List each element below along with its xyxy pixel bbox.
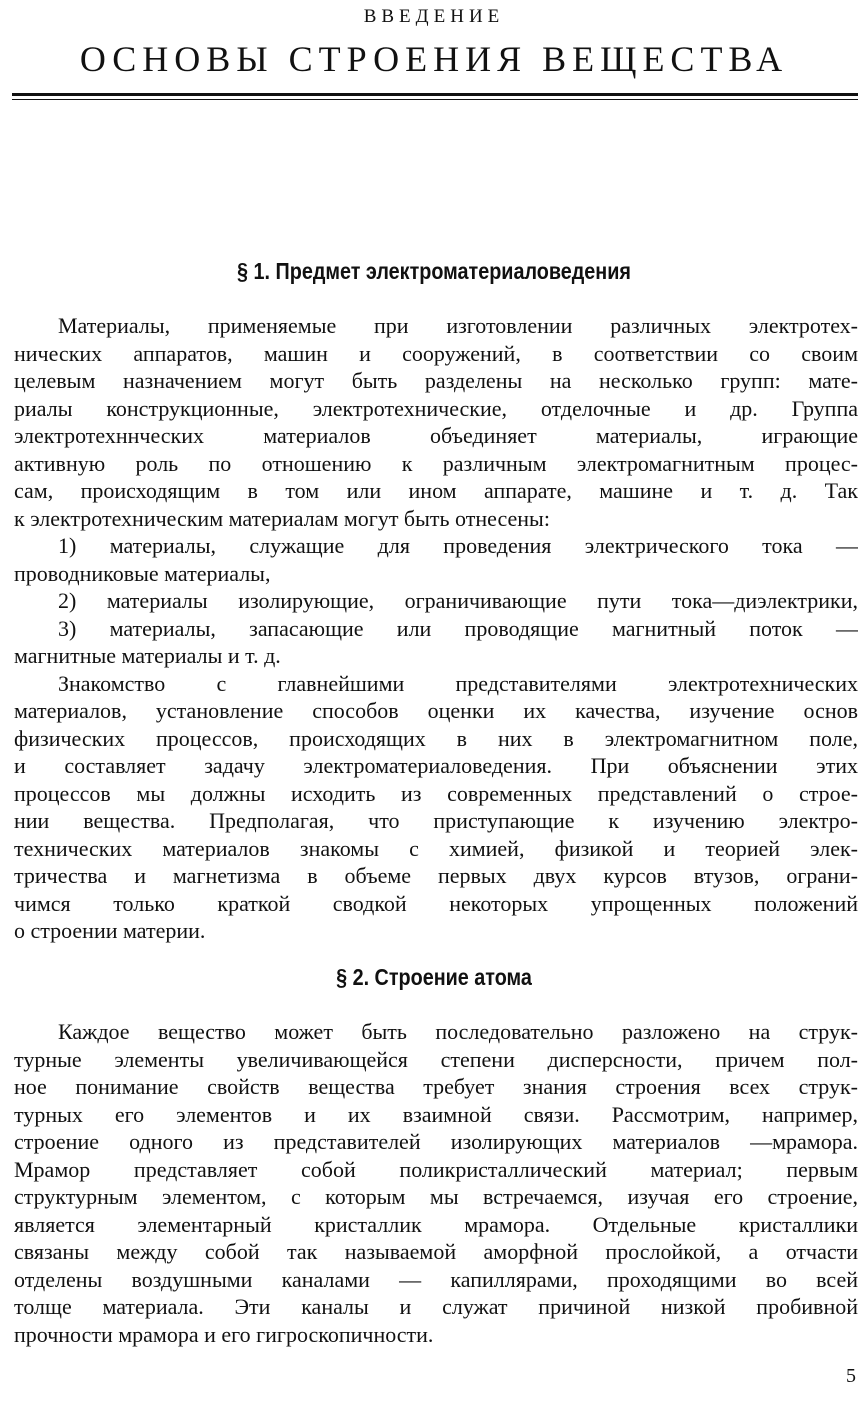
text-line: чимся только краткой сводкой некоторых упрощенных положений [14,890,858,916]
text-line: проводниковые материалы, [14,560,271,586]
text-line: Материалы, применяемые при изготовлении различных электротех- [58,313,858,338]
text-line: целевым назначением могут быть разделены на несколько групп: мате- [14,368,858,393]
header-rule-thick [12,93,858,96]
text-line: прочности мрамора и его гигроскопичности. [14,1321,434,1347]
text-line: процессов мы должны исходить из современных представлений о строе- [14,780,858,806]
text-line: магнитные материалы и т. д. [14,643,281,668]
text-line: турные элементы увеличивающейся степени дисперсности, причем пол- [14,1046,858,1072]
section-2-heading: § 2. Строение атома [336,964,532,990]
text-line: Мрамор представляет собой поликристаллический материал; первым [14,1156,858,1182]
text-line: ное понимание свойств вещества требует знания строения всех струк- [14,1074,858,1099]
text-line: и составляет задачу электроматериаловедения. При объяснении этих [14,753,858,778]
text-line: является элементарный кристаллик мрамора. Отдельные кристаллики [14,1211,858,1237]
text-line: технических материалов знакомы с химией, физикой и теорией элек- [14,835,858,861]
text-line: нии вещества. Предполагая, что приступающие к изучению электро- [14,808,858,833]
text-line: материалов, установление способов оценки их качества, изучение основ [14,698,858,723]
text-line: турных его элементов и их взаимной связи. Рассмотрим, например, [14,1101,858,1127]
section-2-body [14,1018,858,1348]
page-number: 5 [846,1365,856,1387]
text-line: Каждое вещество может быть последовательно разложено на струк- [58,1019,858,1044]
section-1-body [14,312,858,945]
text-line: связаны между собой так называемой аморфной прослойкой, а отчасти [14,1239,858,1264]
list-item-3: 3) материалы, запасающие или проводящие магнитный поток — [58,615,858,641]
chapter-title: ОСНОВЫ СТРОЕНИЯ ВЕЩЕСТВА [79,39,789,79]
text-line: отделены воздушными каналами — капиллярами, проходящими во всей [14,1266,858,1292]
text-line: риалы конструкционные, электротехнические, отделочные и др. Группа [14,395,858,421]
text-line: Знакомство с главнейшими представителями электротехнических [58,670,858,696]
text-line: сам, происходящим в том или ином аппарате, машине и т. д. Так [14,478,858,503]
text-line: строение одного из представителей изолирующих материалов —мрамора. [14,1129,858,1154]
text-line: к электротехническим материалам могут быть отнесены: [14,505,550,531]
text-line: активную роль по отношению к различным электромагнитным процес- [14,450,858,476]
list-item-2: 2) материалы изолирующие, ограничивающие пути тока—диэлектрики, [58,588,858,613]
header-rule-thin [12,99,858,100]
text-line: тричества и магнетизма в объеме первых двух курсов втузов, ограни- [14,863,858,888]
text-line: электротехннческих материалов объединяет материалы, играющие [14,423,858,448]
list-item-1: 1) материалы, служащие для проведения электрического тока — [58,533,858,558]
text-line: о строении материи. [14,918,206,943]
section-1-heading: § 1. Предмет электроматериаловедения [237,258,631,284]
text-line: толще материала. Эти каналы и служат причиной низкой пробивной [14,1294,858,1319]
text-line: физических процессов, происходящих в них в электромагнитном поле, [14,725,858,751]
text-line: структурным элементом, с которым мы встречаемся, изучая его строение, [14,1184,858,1209]
chapter-label: ВВЕДЕНИЕ [363,6,505,27]
text-line: нических аппаратов, машин и сооружений, в соответствии со своим [14,340,858,366]
